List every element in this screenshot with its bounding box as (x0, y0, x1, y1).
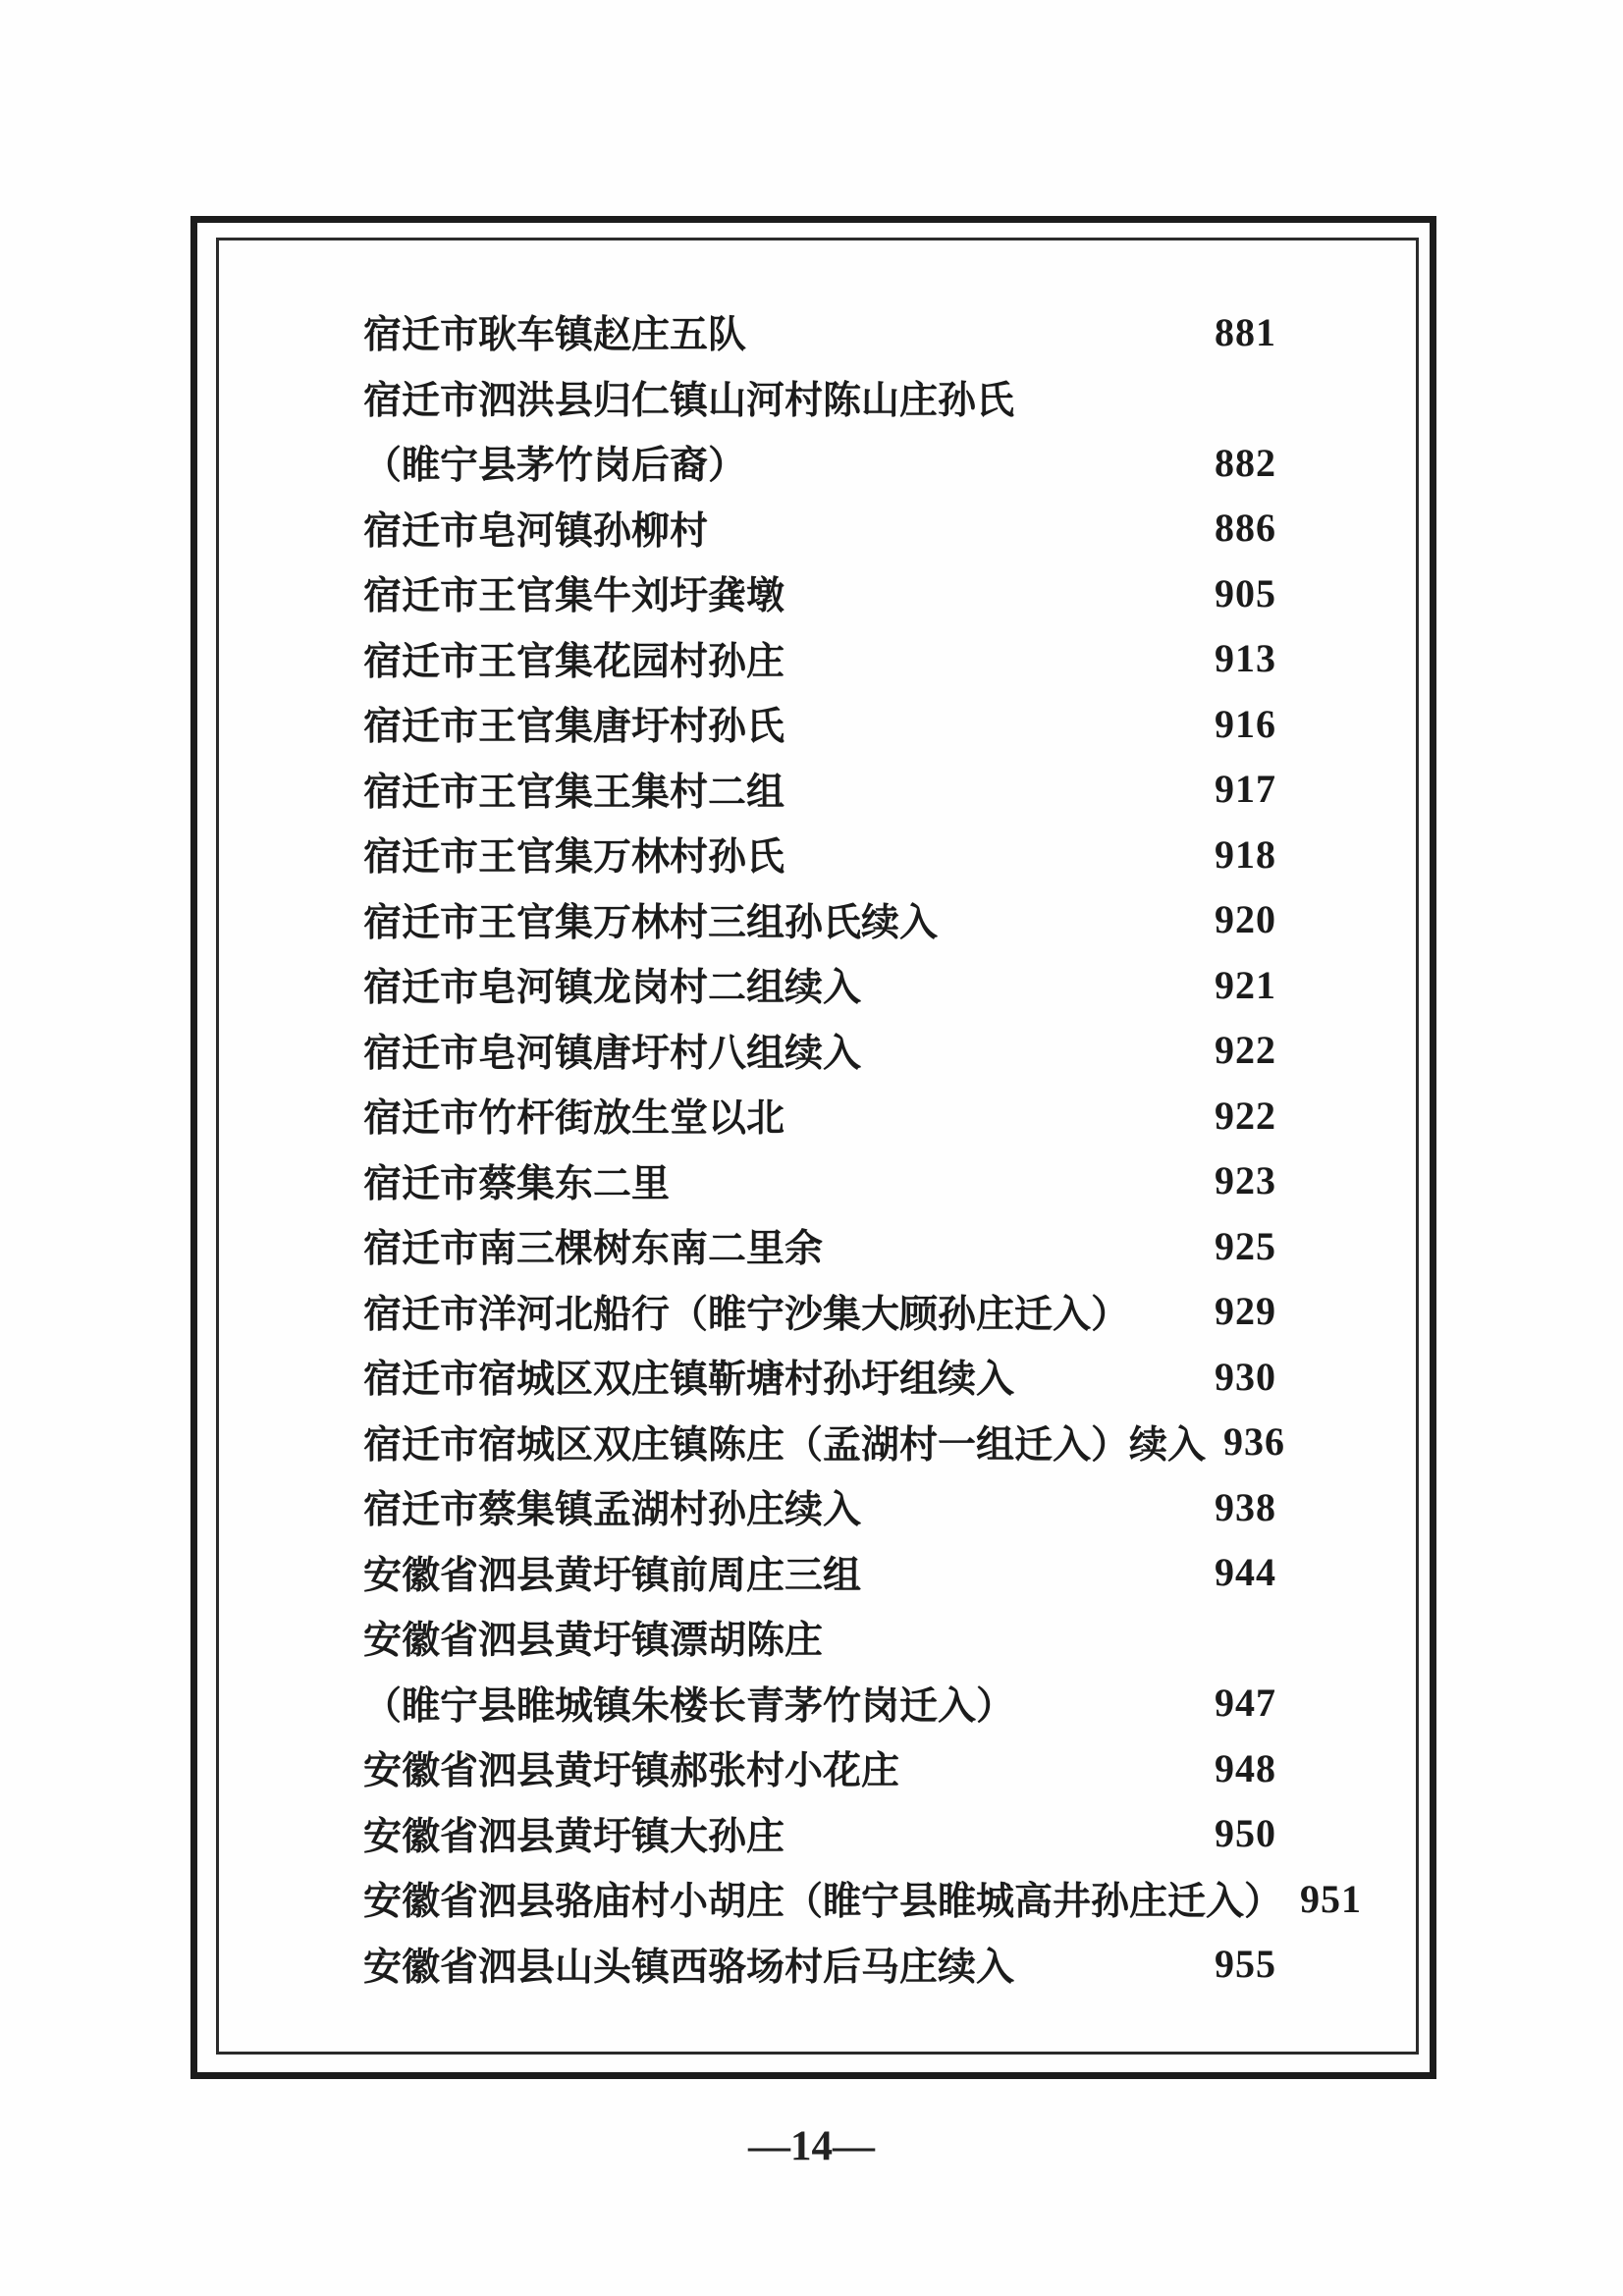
toc-entry-page-number: 944 (1215, 1550, 1276, 1595)
toc-entry-label: 宿迁市皂河镇孙柳村 (363, 509, 709, 553)
toc-list (363, 299, 1363, 1997)
toc-entry-label: 宿迁市宿城区双庄镇陈庄（孟湖村一组迁入）续入 (363, 1423, 1207, 1467)
toc-entry-row (363, 952, 1276, 1018)
toc-entry-row (363, 365, 1276, 431)
toc-entry-row (363, 691, 1276, 757)
toc-entry-row (363, 1540, 1276, 1606)
toc-entry-page-number: 923 (1215, 1158, 1276, 1203)
toc-entry-page-number: 929 (1215, 1289, 1276, 1334)
toc-entry-label: （睢宁县茅竹岗后裔） (363, 445, 747, 488)
toc-entry-label: 安徽省泗县黄圩镇前周庄三组 (363, 1554, 862, 1597)
toc-entry-row (363, 430, 1276, 496)
toc-entry-label: 宿迁市皂河镇唐圩村八组续入 (363, 1032, 862, 1075)
toc-entry-row (363, 1279, 1276, 1345)
toc-entry-page-number: 881 (1215, 309, 1276, 354)
toc-entry-label: 安徽省泗县黄圩镇大孙庄 (363, 1815, 785, 1858)
toc-entry-label: 宿迁市泗洪县归仁镇山河村陈山庄孙氏 (363, 379, 1015, 422)
toc-entry-label: 宿迁市洋河北船行（睢宁沙集大顾孙庄迁入） (363, 1293, 1130, 1336)
toc-entry-label: 宿迁市竹杆街放生堂以北 (363, 1097, 785, 1141)
toc-entry-page-number: 948 (1215, 1745, 1276, 1790)
toc-entry-page-number: 886 (1215, 506, 1276, 551)
toc-entry-label: 宿迁市宿城区双庄镇靳塘村孙圩组续入 (363, 1359, 1015, 1402)
toc-entry-page-number: 951 (1300, 1876, 1363, 1921)
toc-entry-row (363, 1932, 1276, 1998)
toc-entry-label: 宿迁市王官集唐圩村孙氏 (363, 706, 785, 749)
toc-entry-label: 宿迁市王官集万林村三组孙氏续入 (363, 901, 939, 944)
toc-entry-row (363, 822, 1276, 887)
toc-entry-row (363, 1671, 1276, 1736)
toc-entry-row (363, 1018, 1276, 1084)
toc-entry-page-number: 905 (1215, 570, 1276, 615)
toc-entry-page-number: 918 (1215, 831, 1276, 877)
toc-entry-label: 安徽省泗县山头镇西骆场村后马庄续入 (363, 1946, 1015, 1989)
toc-entry-page-number: 922 (1215, 1093, 1276, 1138)
toc-entry-page-number: 882 (1215, 440, 1276, 485)
toc-entry-label: 宿迁市王官集王集村二组 (363, 771, 785, 814)
toc-entry-page-number: 950 (1215, 1811, 1276, 1856)
toc-entry-page-number: 916 (1215, 701, 1276, 746)
toc-entry-row (363, 1410, 1286, 1475)
toc-entry-row (363, 1148, 1276, 1214)
toc-entry-page-number: 920 (1215, 897, 1276, 942)
toc-entry-row (363, 626, 1276, 692)
toc-entry-page-number: 930 (1215, 1354, 1276, 1399)
toc-entry-label: 宿迁市王官集牛刘圩龚墩 (363, 575, 785, 618)
toc-entry-row (363, 1344, 1276, 1410)
toc-entry-label: 宿迁市耿车镇赵庄五队 (363, 314, 747, 357)
toc-entry-label: 宿迁市王官集万林村孙氏 (363, 836, 785, 880)
toc-entry-label: 宿迁市蔡集镇孟湖村孙庄续入 (363, 1489, 862, 1532)
toc-entry-page-number: 938 (1215, 1484, 1276, 1529)
toc-entry-label: （睢宁县睢城镇朱楼长青茅竹岗迁入） (363, 1684, 1015, 1728)
toc-entry-label: 宿迁市蔡集东二里 (363, 1162, 671, 1205)
toc-entry-row (363, 496, 1276, 561)
toc-entry-page-number: 947 (1215, 1681, 1276, 1726)
toc-entry-row (363, 299, 1276, 365)
toc-entry-row (363, 1801, 1276, 1867)
toc-entry-page-number: 955 (1215, 1942, 1276, 1987)
toc-entry-label: 安徽省泗县黄圩镇漂胡陈庄 (363, 1620, 824, 1663)
toc-entry-label: 安徽省泗县骆庙村小胡庄（睢宁县睢城高井孙庄迁入） (363, 1881, 1283, 1924)
toc-entry-page-number: 921 (1215, 962, 1276, 1007)
toc-entry-row (363, 1083, 1276, 1148)
toc-entry-row (363, 1735, 1276, 1801)
toc-entry-label: 安徽省泗县黄圩镇郝张村小花庄 (363, 1750, 900, 1793)
toc-entry-page-number: 925 (1215, 1223, 1276, 1268)
toc-entry-label: 宿迁市皂河镇龙岗村二组续入 (363, 967, 862, 1010)
toc-entry-row (363, 1866, 1363, 1932)
toc-entry-row (363, 1474, 1276, 1540)
toc-entry-row (363, 1213, 1276, 1279)
toc-entry-row (363, 561, 1276, 626)
toc-entry-page-number: 936 (1223, 1419, 1286, 1465)
toc-entry-row (363, 1605, 1276, 1671)
toc-entry-label: 宿迁市南三棵树东南二里余 (363, 1228, 824, 1271)
toc-entry-label: 宿迁市王官集花园村孙庄 (363, 640, 785, 683)
footer-page-number: —14— (748, 2123, 875, 2169)
toc-entry-page-number: 913 (1215, 636, 1276, 681)
toc-entry-page-number: 917 (1215, 767, 1276, 812)
toc-entry-row (363, 757, 1276, 823)
toc-entry-page-number: 922 (1215, 1028, 1276, 1073)
toc-entry-row (363, 887, 1276, 953)
